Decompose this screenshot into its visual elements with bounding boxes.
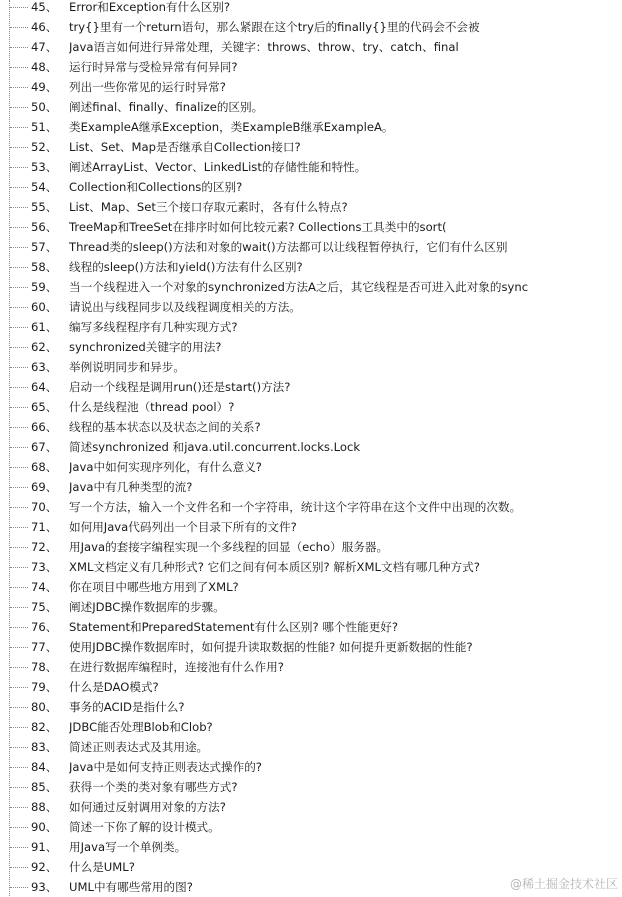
tree-connector [10, 247, 28, 248]
item-text: Java中有几种类型的流? [69, 480, 193, 494]
item-text: Java语言如何进行异常处理，关键字：throws、throw、try、catch、final [69, 40, 459, 54]
item-text: 运行时异常与受检异常有何异同? [69, 60, 238, 74]
item-number: 78、 [31, 660, 58, 674]
list-item [0, 277, 622, 297]
item-text: 用Java写一个单例类。 [69, 840, 187, 854]
item-number: 47、 [31, 40, 58, 54]
tree-connector [10, 827, 28, 828]
tree-connector [10, 347, 28, 348]
list-item [0, 217, 622, 237]
item-number: 69、 [31, 480, 58, 494]
tree-connector [10, 707, 28, 708]
item-number: 84、 [31, 760, 58, 774]
item-text: 线程的基本状态以及状态之间的关系? [69, 420, 261, 434]
list-item [0, 777, 622, 797]
list-item [0, 0, 622, 17]
item-number: 76、 [31, 620, 58, 634]
item-number: 70、 [31, 500, 58, 514]
item-text: 请说出与线程同步以及线程调度相关的方法。 [69, 300, 301, 314]
item-number: 65、 [31, 400, 58, 414]
item-number: 55、 [31, 200, 58, 214]
list-item [0, 397, 622, 417]
tree-connector [10, 667, 28, 668]
item-number: 68、 [31, 460, 58, 474]
tree-connector [10, 207, 28, 208]
list-item [0, 437, 622, 457]
item-text: 阐述final、finally、finalize的区别。 [69, 100, 264, 114]
item-number: 85、 [31, 780, 58, 794]
item-text: Java中如何实现序列化，有什么意义? [69, 460, 262, 474]
item-text: Thread类的sleep()方法和对象的wait()方法都可以让线程暂停执行，它们有什么区别 [69, 240, 508, 254]
list-item [0, 97, 622, 117]
item-text: 列出一些你常见的运行时异常? [69, 80, 226, 94]
tree-connector [10, 507, 28, 508]
list-item [0, 157, 622, 177]
item-number: 71、 [31, 520, 58, 534]
tree-connector [10, 227, 28, 228]
item-text: 获得一个类的类对象有哪些方式? [69, 780, 238, 794]
list-item [0, 557, 622, 577]
item-number: 51、 [31, 120, 58, 134]
item-text: Error和Exception有什么区别? [69, 0, 231, 14]
tree-connector [10, 647, 28, 648]
list-item [0, 317, 622, 337]
item-number: 80、 [31, 700, 58, 714]
item-text: Statement和PreparedStatement有什么区别? 哪个性能更好? [69, 620, 399, 634]
tree-connector [10, 607, 28, 608]
item-text: 什么是UML? [69, 860, 135, 874]
list-item [0, 797, 622, 817]
list-item [0, 137, 622, 157]
item-text: 用Java的套接字编程实现一个多线程的回显（echo）服务器。 [69, 540, 389, 554]
tree-connector [10, 567, 28, 568]
item-number: 52、 [31, 140, 58, 154]
item-number: 63、 [31, 360, 58, 374]
tree-connector [10, 427, 28, 428]
list-item [0, 197, 622, 217]
tree-connector [10, 87, 28, 88]
list-item [0, 817, 622, 837]
item-text: 当一个线程进入一个对象的synchronized方法A之后，其它线程是否可进入此对象的sync [69, 280, 529, 294]
list-item [0, 117, 622, 137]
tree-connector [10, 367, 28, 368]
tree-connector [10, 727, 28, 728]
list-item [0, 617, 622, 637]
list-item [0, 637, 622, 657]
list-item [0, 457, 622, 477]
item-number: 46、 [31, 20, 58, 34]
item-text: try{}里有一个return语句，那么紧跟在这个try后的finally{}里的代码会不会被 [69, 20, 480, 34]
tree-connector [10, 447, 28, 448]
item-number: 61、 [31, 320, 58, 334]
item-number: 72、 [31, 540, 58, 554]
item-text: TreeMap和TreeSet在排序时如何比较元素? Collections工具类中的sort( [69, 220, 447, 234]
item-number: 79、 [31, 680, 58, 694]
list-item [0, 357, 622, 377]
list-item [0, 537, 622, 557]
item-text: Collection和Collections的区别? [69, 180, 243, 194]
item-number: 82、 [31, 720, 58, 734]
tree-connector [10, 27, 28, 28]
item-text: 事务的ACID是指什么? [69, 700, 185, 714]
item-number: 50、 [31, 100, 58, 114]
item-number: 67、 [31, 440, 58, 454]
item-number: 90、 [31, 820, 58, 834]
item-text: 什么是线程池（thread pool）? [69, 400, 235, 414]
item-text: 阐述JDBC操作数据库的步骤。 [69, 600, 225, 614]
item-number: 77、 [31, 640, 58, 654]
tree-connector [10, 887, 28, 888]
item-number: 66、 [31, 420, 58, 434]
item-number: 83、 [31, 740, 58, 754]
tree-connector [10, 287, 28, 288]
list-item [0, 257, 622, 277]
list-item [0, 57, 622, 77]
list-item [0, 737, 622, 757]
list-item [0, 657, 622, 677]
item-text: Java中是如何支持正则表达式操作的? [69, 760, 262, 774]
item-number: 57、 [31, 240, 58, 254]
tree-connector [10, 147, 28, 148]
item-number: 58、 [31, 260, 58, 274]
item-text: 写一个方法，输入一个文件名和一个字符串，统计这个字符串在这个文件中出现的次数。 [69, 500, 522, 514]
tree-connector [10, 407, 28, 408]
item-text: 阐述ArrayList、Vector、LinkedList的存储性能和特性。 [69, 160, 367, 174]
item-number: 93、 [31, 880, 58, 894]
item-text: UML中有哪些常用的图? [69, 880, 193, 894]
watermark: @稀土掘金技术社区 [509, 877, 618, 891]
tree-connector [10, 127, 28, 128]
item-number: 64、 [31, 380, 58, 394]
item-number: 48、 [31, 60, 58, 74]
tree-connector [10, 587, 28, 588]
list-item [0, 37, 622, 57]
list-item [0, 237, 622, 257]
item-text: 举例说明同步和异步。 [69, 360, 185, 374]
tree-connector [10, 67, 28, 68]
tree-connector [10, 167, 28, 168]
item-number: 59、 [31, 280, 58, 294]
item-number: 49、 [31, 80, 58, 94]
list-item [0, 377, 622, 397]
tree-connector [10, 387, 28, 388]
tree-connector [10, 467, 28, 468]
item-number: 45、 [31, 0, 58, 14]
item-number: 62、 [31, 340, 58, 354]
tree-connector [10, 687, 28, 688]
item-number: 88、 [31, 800, 58, 814]
tree-connector [10, 327, 28, 328]
tree-connector [10, 627, 28, 628]
item-text: XML文档定义有几种形式? 它们之间有何本质区别? 解析XML文档有哪几种方式? [69, 560, 480, 574]
list-item [0, 177, 622, 197]
item-text: 类ExampleA继承Exception，类ExampleB继承ExampleA。 [69, 120, 394, 134]
list-item [0, 757, 622, 777]
item-text: 如何用Java代码列出一个目录下所有的文件? [69, 520, 297, 534]
item-text: 使用JDBC操作数据库时，如何提升读取数据的性能? 如何提升更新数据的性能? [69, 640, 473, 654]
item-text: 如何通过反射调用对象的方法? [69, 800, 226, 814]
tree-connector [10, 807, 28, 808]
list-item [0, 597, 622, 617]
item-text: 你在项目中哪些地方用到了XML? [69, 580, 239, 594]
list-item [0, 417, 622, 437]
item-text: 简述一下你了解的设计模式。 [69, 820, 220, 834]
item-text: 启动一个线程是调用run()还是start()方法? [69, 380, 291, 394]
item-text: JDBC能否处理Blob和Clob? [69, 720, 213, 734]
tree-connector [10, 107, 28, 108]
item-text: 什么是DAO模式? [69, 680, 159, 694]
list-item [0, 717, 622, 737]
tree-connector [10, 767, 28, 768]
list-item [0, 577, 622, 597]
list-item [0, 857, 622, 877]
list-item [0, 337, 622, 357]
tree-connector [10, 787, 28, 788]
item-number: 75、 [31, 600, 58, 614]
item-number: 56、 [31, 220, 58, 234]
tree-connector [10, 527, 28, 528]
item-number: 74、 [31, 580, 58, 594]
tree-connector [10, 867, 28, 868]
item-text: 在进行数据库编程时，连接池有什么作用? [69, 660, 284, 674]
list-item [0, 497, 622, 517]
list-item [0, 837, 622, 857]
item-text: List、Set、Map是否继承自Collection接口? [69, 140, 301, 154]
list-item [0, 297, 622, 317]
tree-connector [10, 747, 28, 748]
tree-connector [10, 547, 28, 548]
item-number: 54、 [31, 180, 58, 194]
item-number: 53、 [31, 160, 58, 174]
tree-connector [10, 487, 28, 488]
list-item [0, 17, 622, 37]
tree-connector [10, 847, 28, 848]
tree-connector [10, 47, 28, 48]
tree-connector [10, 7, 28, 8]
item-text: synchronized关键字的用法? [69, 340, 222, 354]
list-item [0, 517, 622, 537]
item-text: 线程的sleep()方法和yield()方法有什么区别? [69, 260, 303, 274]
item-number: 60、 [31, 300, 58, 314]
list-item [0, 77, 622, 97]
list-item [0, 697, 622, 717]
item-text: 简述正则表达式及其用途。 [69, 740, 209, 754]
list-item [0, 677, 622, 697]
list-item [0, 477, 622, 497]
tree-connector [10, 267, 28, 268]
tree-connector [10, 307, 28, 308]
item-text: 编写多线程程序有几种实现方式? [69, 320, 238, 334]
item-number: 92、 [31, 860, 58, 874]
item-text: List、Map、Set三个接口存取元素时，各有什么特点? [69, 200, 348, 214]
item-number: 91、 [31, 840, 58, 854]
tree-connector [10, 187, 28, 188]
item-number: 73、 [31, 560, 58, 574]
item-text: 简述synchronized 和java.util.concurrent.locks.Lock [69, 440, 361, 454]
